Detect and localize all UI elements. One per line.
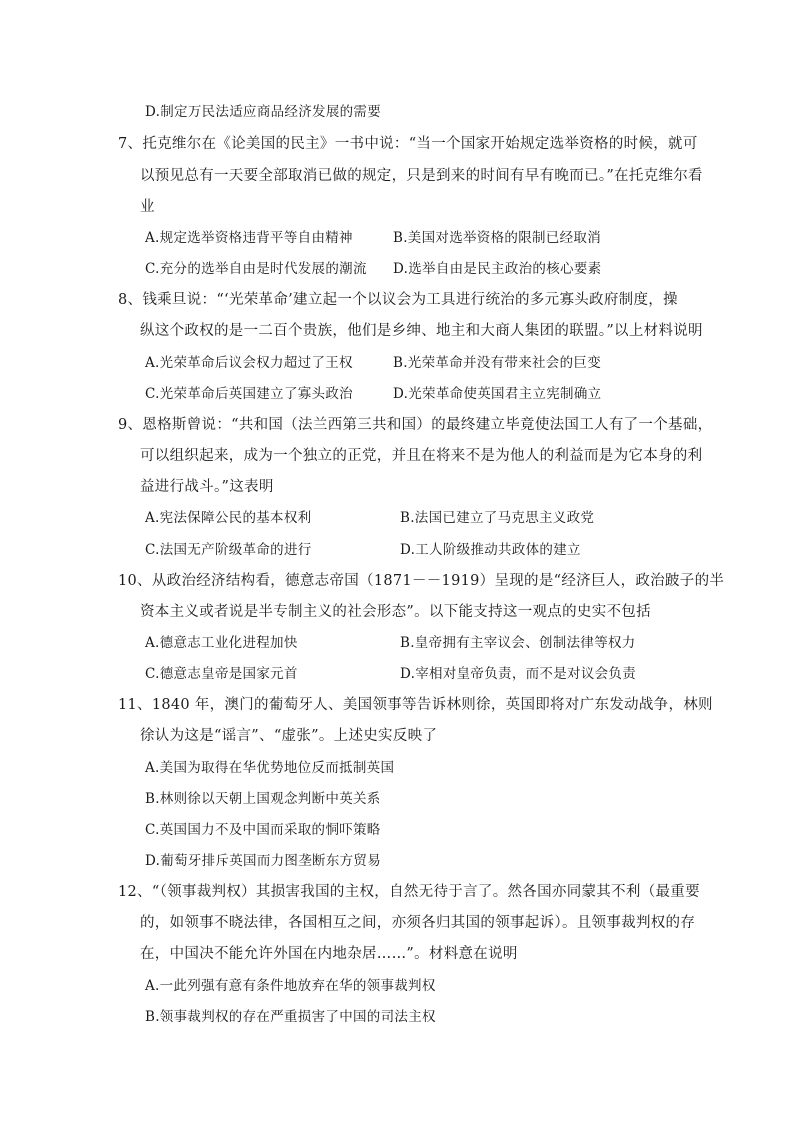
q12-stem-line2: 的，如领事不晓法律，各国相互之间，亦须各归其国的领事起诉）。且领事裁判权的存 (140, 915, 696, 931)
q8-option-b: B.光荣革命并没有带来社会的巨变 (393, 355, 602, 371)
q11-option-c: C.英国国力不及中国而采取的恫吓策略 (145, 822, 381, 838)
q10-option-d: D.宰相对皇帝负责，而不是对议会负责 (400, 666, 637, 682)
q7-option-c: C.充分的选举自由是时代发展的潮流 (145, 261, 367, 277)
q10-option-a: A.德意志工业化进程加快 (145, 635, 298, 651)
q8-option-c: C.光荣革命后英国建立了寡头政治 (145, 386, 353, 402)
q10-option-c: C.德意志皇帝是国家元首 (145, 666, 298, 682)
q12-stem-line1: 12、“（领事裁判权）其损害我国的主权，自然无待于言了。然各国亦同蒙其不利（最重要 (118, 884, 700, 900)
q9-option-d: D.工人阶级推动共政体的建立 (400, 542, 581, 558)
q11-option-b: B.林则徐以天朝上国观念判断中英关系 (145, 791, 381, 807)
q11-stem-line2: 徐认为这是“谣言”、“虚张”。上述史实反映了 (140, 728, 438, 744)
q11-option-d: D.葡萄牙排斥英国而力图垄断东方贸易 (145, 853, 382, 869)
q11-option-a: A.美国为取得在华优势地位反而抵制英国 (145, 760, 395, 776)
q10-stem-line1: 10、从政治经济结构看，德意志帝国（1871－－1919）呈现的是“经济巨人，政治跛子的半 (118, 573, 725, 589)
q7-stem-line3: 业 (140, 199, 155, 215)
q12-option-a: A.一此列强有意有条件地放弃在华的领事裁判权 (145, 978, 436, 994)
q7-stem-line1: 7、托克维尔在《论美国的民主》一书中说：“当一个国家开始规定选举资格的时候，就可 (118, 136, 698, 152)
q10-stem-line2: 资本主义或者说是半专制主义的社会形态”。以下能支持这一观点的史实不包括 (140, 604, 651, 620)
q8-option-a: A.光荣革命后议会权力超过了王权 (145, 355, 353, 371)
q7-option-a: A.规定选举资格违背平等自由精神 (145, 230, 353, 246)
q7-stem-line2: 以预见总有一天要全部取消已做的规定，只是到来的时间有早有晚而已。”在托克维尔看 (140, 168, 703, 184)
q9-option-c: C.法国无产阶级革命的进行 (145, 542, 312, 558)
q9-stem-line3: 益进行战斗。”这表明 (140, 479, 274, 495)
q6-option-d: D.制定万民法适应商品经济发展的需要 (145, 104, 382, 120)
q10-option-b: B.皇帝拥有主宰议会、创制法律等权力 (400, 635, 636, 651)
q11-stem-line1: 11、1840 年，澳门的葡萄牙人、美国领事等告诉林则徐，英国即将对广东发动战争，林则 (118, 697, 713, 713)
q9-stem-line2: 可以组织起来，成为一个独立的正党，并且在将来不是为他人的利益而是为它本身的利 (140, 448, 703, 464)
q8-option-d: D.光荣革命使英国君主立宪制确立 (393, 386, 602, 402)
q8-stem-line1: 8、钱乘旦说：“‘光荣革命’建立起一个以议会为工具进行统治的多元寡头政府制度，操 (118, 292, 678, 308)
q9-option-b: B.法国已建立了马克思主义政党 (400, 510, 595, 526)
q12-stem-line3: 在，中国决不能允许外国在内地杂居……”。材料意在说明 (140, 946, 518, 962)
q9-stem-line1: 9、恩格斯曾说：“共和国（法兰西第三共和国）的最终建立毕竟使法国工人有了一个基础， (118, 417, 713, 433)
q7-option-d: D.选举自由是民主政治的核心要素 (393, 261, 602, 277)
q8-stem-line2: 纵这个政权的是一二百个贵族，他们是乡绅、地主和大商人集团的联盟。”以上材料说明 (140, 323, 703, 339)
q9-option-a: A.宪法保障公民的基本权利 (145, 510, 312, 526)
q7-option-b: B.美国对选举资格的限制已经取消 (393, 230, 602, 246)
q12-option-b: B.领事裁判权的存在严重损害了中国的司法主权 (145, 1009, 436, 1025)
